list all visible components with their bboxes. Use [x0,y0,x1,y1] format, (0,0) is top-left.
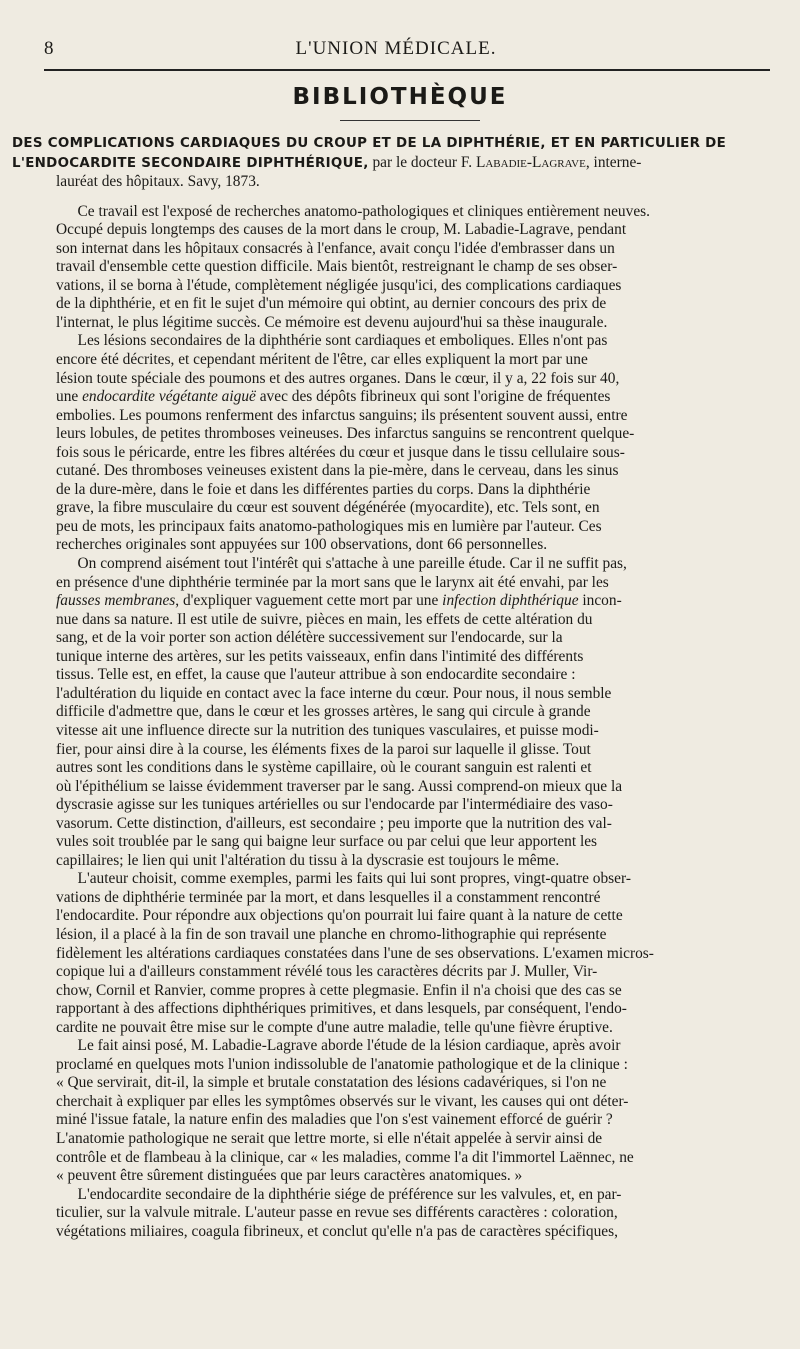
text-line: végétations miliaires, coagula fibrineux, et conclut qu'elle n'a pas de caractères spécifiques, [56,1222,618,1240]
article-body [12,134,766,1241]
journal-title: L'UNION MÉDICALE. [295,38,497,59]
review-title-line: lauréat des hôpitaux. Savy, 1873. [56,173,260,191]
text-line: travail d'ensemble cette question difficile. Mais bientôt, restreignant le champ de ses obser- [56,258,618,276]
text-line: proclamé en quelques mots l'union indissoluble de l'anatomie pathologique et de la clinique : [56,1055,628,1073]
text-line: cardite ne pouvait être mise sur le compte d'une autre maladie, telle qu'une fièvre éruptive. [56,1018,613,1036]
text-line: L'anatomie pathologique ne serait que lettre morte, si elle n'était appelée à servir ainsi de [56,1129,603,1147]
text-line: L'auteur choisit, comme exemples, parmi les faits qui lui sont propres, vingt-quatre obser- [77,870,631,888]
text-span: incon- [578,592,622,610]
emphasis: fausses membranes [56,592,176,610]
header-rule [44,69,770,71]
text-line: chow, Cornil et Ranvier, comme propres à cette plegmasie. Enfin il n'a choisi que des cas se [56,981,622,999]
text-line: Ce travail est l'exposé de recherches anatomo-pathologiques et cliniques entièrement neuves. [77,202,650,220]
paragraph [56,332,766,555]
text-line: vations, il se borna à l'étude, complètement négligée jusqu'ici, des complications cardiaques [56,276,622,294]
text-line: où l'épithélium se laisse évidemment traverser par le sang. Aussi comprend-on mieux que la [56,777,623,795]
text-line: lésion toute spéciale des poumons et des autres organes. Dans le cœur, il y a, 22 fois sur 40, [56,369,620,387]
section-rule [340,120,480,121]
text-line: tunique interne des artères, sur les petits vaisseaux, enfin dans l'intimité des différents [56,647,584,665]
text-line: miné l'issue fatale, la nature enfin des maladies que l'on s'est vainement efforcé de guérir ? [56,1111,613,1129]
text-line: L'endocardite secondaire de la diphthérie siége de préférence sur les valvules, et, en par- [77,1185,622,1203]
text-line: contrôle et de flambeau à la clinique, car « les maladies, comme l'a dit l'immortel Laënnec, ne [56,1148,634,1166]
text-line: tissus. Telle est, en effet, la cause que l'auteur attribue à son endocardite secondaire : [56,666,576,684]
paragraph [56,203,766,333]
text-line: capillaires; le lien qui unit l'altération du tissu à la dyscrasie est toujours le même. [56,851,560,869]
text-block [56,611,766,871]
emphasis: endocardite végétante aiguë [82,388,256,406]
text-line: cutané. Des thromboses veineuses existent dans la pie-mère, dans le cerveau, dans les sinus [56,462,619,480]
text-line: ticulier, sur la valvule mitrale. L'auteur passe en revue ses différents caractères : coloration, [56,1204,618,1222]
text-block [56,332,766,388]
text-line: vasorum. Cette distinction, d'ailleurs, est secondaire ; peu importe que la nutrition des val- [56,814,612,832]
review-author: Labadie-Lagrave [475,153,586,171]
text-line [56,592,766,611]
spacer [56,192,766,203]
text-line: copique lui a d'ailleurs constamment révélé tous les caractères décrits par J. Muller, Vir- [56,963,598,981]
text-line: vitesse ait une influence directe sur la nutrition des tuniques vasculaires, et puisse modi- [56,721,599,739]
paragraph [56,1186,766,1242]
text-line: l'adultération du liquide en contact avec la face interne du cœur. Pour nous, il nous semble [56,684,612,702]
text-line: l'endocardite. Pour répondre aux objections qu'on pourrait lui faire quant à la nature de cette [56,907,623,925]
text-span: avec des dépôts fibrineux qui sont l'origine de fréquentes [255,388,611,406]
text-line: vules soit troublée par le sang qui baigne leur surface ou par celui que leur apportent les [56,833,598,851]
emphasis: infection diphthérique [442,592,579,610]
text-line: de la dure-mère, dans le foie et dans les différentes parties du corps. Dans la diphthérie [56,480,591,498]
text-line: vations de diphthérie terminée par la mort, et dans lesquelles il a constamment rencontré [56,888,601,906]
text-line: leurs lobules, de petites thromboses veineuses. Des infarctus sanguins se rencontrent quelque- [56,425,635,443]
review-title-line [12,154,766,174]
text-line: en présence d'une diphthérie terminée par la mort sans que le larynx ait été envahi, par les [56,573,609,591]
text-line: sang, et de la voir porter son action délétère successivement sur l'endocarde, sur la [56,629,563,647]
text-line: difficile d'admettre que, dans le cœur et les grosses artères, le sang qui circule à grande [56,703,591,721]
text-line: lésion, il a placé à la fin de son travail une planche en chromo-lithographie qui représente [56,925,607,943]
text-line: l'internat, le plus légitime succès. Ce mémoire est devenu aujourd'hui sa thèse inaugurale. [56,313,608,331]
text-line: son internat dans les hôpitaux consacrés à l'enfance, avait conçu l'idée d'embrasser dans un [56,239,615,257]
paragraph [56,555,766,870]
text-line: peu de mots, les principaux faits anatomo-pathologiques mis en lumière par l'auteur. Ces [56,517,602,535]
text-line: « peuvent être sûrement distinguées que par leurs caractères anatomiques. » [56,1167,523,1185]
review-title-tail: , interne- [585,153,642,171]
paragraph [56,1037,766,1185]
text-span: une [56,388,83,406]
text-line: fois sous le péricarde, entre les fibres altérées du cœur et jusque dans le tissu cellulaire sous- [56,443,625,461]
text-line: recherches originales sont appuyées sur 100 observations, dont 66 personnelles. [56,536,548,554]
review-title-line [12,134,766,154]
text-line [56,388,766,407]
review-title-caps: L'ENDOCARDITE SECONDAIRE DIPHTHÉRIQUE, [12,155,369,171]
running-header [44,38,748,64]
page-number: 8 [44,38,54,59]
review-title-by: par le docteur F. [368,153,476,171]
text-line: « Que servirait, dit-il, la simple et brutale constatation des lésions cadavériques, si l'on ne [56,1074,607,1092]
text-line: grave, la fibre musculaire du cœur est souvent dégénérée (myocardite), etc. Tels sont, en [56,499,600,517]
text-span: , d'expliquer vaguement cette mort par une [175,592,443,610]
text-line: Le fait ainsi posé, M. Labadie-Lagrave aborde l'étude de la lésion cardiaque, après avoir [77,1037,621,1055]
review-title-caps: DES COMPLICATIONS CARDIAQUES DU CROUP ET DE LA DIPHTHÉRIE, ET EN PARTICULIER DE [12,136,727,151]
text-block [56,555,766,592]
text-line: Les lésions secondaires de la diphthérie sont cardiaques et emboliques. Elles n'ont pas [77,332,608,350]
text-line: nue dans sa nature. Il est utile de suivre, pièces en main, les effets de cette altération du [56,610,593,628]
review-title [12,134,766,192]
text-line: encore été décrites, et cependant méritent de l'être, car elles expliquent la mort par une [56,351,588,369]
text-line: fier, pour ainsi dire à la course, les éléments fixes de la paroi sur laquelle il glisse. Tout [56,740,591,758]
text-block [56,407,766,555]
text-line: fidèlement les altérations cardiaques constatées dans l'une de ses observations. L'examen micros- [56,944,654,962]
text-line: autres sont les conditions dans le système capillaire, où le courant sanguin est ralenti et [56,759,592,777]
text-line: embolies. Les poumons renferment des infarctus sanguins; ils présentent souvent aussi, entre [56,406,628,424]
section-title: BIBLIOTHÈQUE [292,84,508,110]
text-line: cherchait à expliquer par elles les symptômes observés sur le vivant, les causes qui ont déter- [56,1092,629,1110]
text-line: dyscrasie agisse sur les tuniques artérielles ou sur l'endocarde par l'intermédiaire des vaso- [56,796,613,814]
text-line: rapportant à des affections diphthériques primitives, et dans lesquels, par conséquent, l'endo- [56,1000,627,1018]
text-line: de la diphthérie, et en fit le sujet d'un mémoire qui obtint, au dernier concours des prix de [56,295,607,313]
text-line: On comprend aisément tout l'intérêt qui s'attache à une pareille étude. Car il ne suffit pas, [77,555,627,573]
text-line: Occupé depuis longtemps des causes de la mort dans le croup, M. Labadie-Lagrave, pendant [56,221,627,239]
paragraph [56,870,766,1037]
